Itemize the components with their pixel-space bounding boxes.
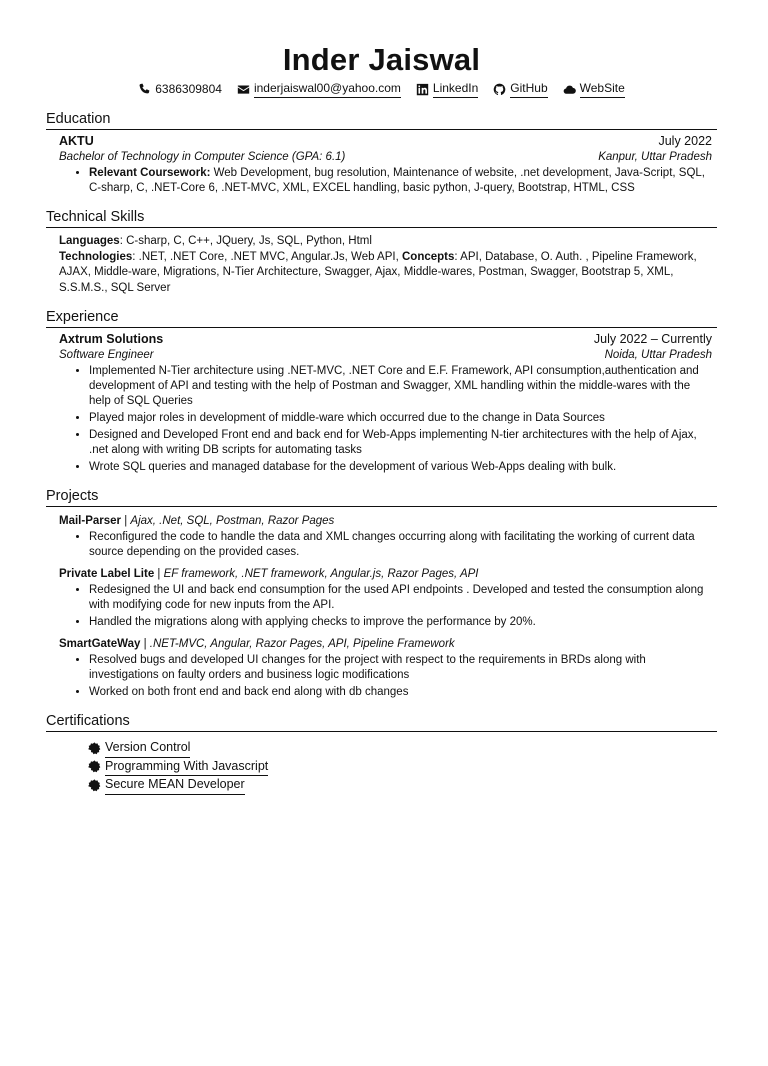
linkedin-icon: [416, 83, 429, 96]
project-bullet: • Redesigned the UI and back end consumption for the used API endpoints . Developed and tested the consumption along with modifying code for new inputs from the API.: [89, 583, 712, 613]
project-separator: |: [121, 515, 131, 527]
certificate-badge-icon: [88, 742, 101, 755]
project-entry: [59, 636, 712, 700]
project-bullet: • Worked on both front end and back end along with db changes: [89, 685, 712, 700]
experience-bullet: • Implemented N-Tier architecture using .NET-MVC, .NET Core and E.F. Framework, API consumption,authentication and development of API and testing with the help of Postman and Swagger, XML handling within the middle-wares with the help of SQL Queries: [89, 364, 712, 409]
school-name: AKTU: [59, 134, 94, 148]
project-tech: Ajax, .Net, SQL, Postman, Razor Pages: [130, 515, 335, 527]
technologies-text: : .NET, .NET Core, .NET MVC, Angular.Js, Web API,: [132, 250, 402, 263]
certification-link[interactable]: Version Control: [105, 739, 190, 758]
projects-heading: Projects: [46, 487, 717, 507]
email-link[interactable]: inderjaiswal00@yahoo.com: [254, 80, 401, 98]
project-entry: [59, 513, 712, 560]
project-name: SmartGateWay: [59, 638, 141, 650]
degree: Bachelor of Technology in Computer Science (GPA: 6.1): [59, 151, 346, 163]
project-name: Private Label Lite: [59, 568, 155, 580]
skills-heading: Technical Skills: [46, 208, 717, 228]
project-bullet: • Reconfigured the code to handle the data and XML changes occurring along with facilitating the working of current data source depending on the provided cases.: [89, 530, 712, 560]
contact-phone[interactable]: [138, 80, 222, 98]
experience-date: July 2022 – Currently: [593, 332, 712, 346]
skills-body: [46, 234, 717, 296]
languages-label: Languages: [59, 235, 120, 247]
job-title: Software Engineer: [59, 349, 154, 361]
experience-bullet: • Played major roles in development of middle-ware which occurred due to the change in Data Sources: [89, 411, 712, 426]
phone-number: 6386309804: [155, 82, 222, 96]
experience-heading: Experience: [46, 308, 717, 328]
project-bullet: • Resolved bugs and developed UI changes for the project with respect to the requirements in BRDs along with investigations on faulty orders and business logic modifications: [89, 653, 712, 683]
languages-text: : C-sharp, C, C++, JQuery, Js, SQL, Python, Html: [119, 235, 372, 247]
project-name: Mail-Parser: [59, 515, 122, 527]
languages-line: [59, 234, 712, 250]
education-heading: Education: [46, 110, 717, 130]
project-bullet: • Handled the migrations along with applying checks to improve the performance by 20%.: [89, 615, 712, 630]
education-date: July 2022: [658, 134, 712, 148]
education-location: Kanpur, Uttar Pradesh: [598, 151, 712, 163]
concepts-label: Concepts: [402, 250, 455, 263]
certification-item[interactable]: [88, 776, 717, 795]
linkedin-link[interactable]: LinkedIn: [433, 80, 478, 98]
website-link[interactable]: WebSite: [580, 80, 625, 98]
certification-link[interactable]: Programming With Javascript: [105, 758, 268, 777]
project-entry: [59, 566, 712, 630]
project-tech: EF framework, .NET framework, Angular.js, Razor Pages, API: [163, 568, 479, 580]
company-name: Axtrum Solutions: [59, 332, 164, 346]
experience-bullet: • Designed and Developed Front end and back end for Web-Apps implementing N-tier architectures with the help of Ajax, .net along with writing DB scripts for automating tasks: [89, 428, 712, 458]
project-separator: |: [140, 638, 150, 650]
contact-email[interactable]: [237, 80, 401, 98]
coursework-text: Web Development, bug resolution, Maintenance of website, .net development, Java-Script, SQL, C-sharp, C, .NET-Core 6, .NET-MVC, XML, EXCEL handling, basic python, J-query, Bootstrap, HTML, CSS: [89, 167, 705, 194]
github-link[interactable]: GitHub: [510, 80, 547, 98]
technologies-label: Technologies: [59, 250, 133, 263]
certification-item[interactable]: [88, 739, 717, 758]
contact-linkedin[interactable]: [416, 80, 478, 98]
experience-bullet: • Wrote SQL queries and managed database for the development of various Web-Apps dealing with bulk.: [89, 460, 712, 475]
certifications-list: [46, 739, 717, 795]
contact-website[interactable]: [563, 80, 625, 98]
certification-item[interactable]: [88, 758, 717, 777]
contact-bar: [46, 80, 717, 98]
coursework-item: [89, 166, 712, 196]
certificate-badge-icon: [88, 760, 101, 773]
coursework-label: Relevant Coursework:: [89, 167, 211, 179]
projects-list: [46, 513, 717, 700]
contact-github[interactable]: [493, 80, 547, 98]
resume-page: [0, 42, 768, 1066]
project-separator: |: [154, 568, 164, 580]
github-icon: [493, 83, 506, 96]
project-tech: .NET-MVC, Angular, Razor Pages, API, Pipeline Framework: [149, 638, 455, 650]
certifications-heading: Certifications: [46, 712, 717, 732]
certification-link[interactable]: Secure MEAN Developer: [105, 776, 245, 795]
experience-entry: [46, 331, 717, 475]
cloud-icon: [563, 83, 576, 96]
education-entry: [46, 133, 717, 196]
envelope-icon: [237, 83, 250, 96]
technologies-line: [59, 250, 712, 297]
concepts-text: : API, Database, O. Auth. , Pipeline Framework, AJAX, Middle-ware, Migrations, N-Tier Architecture, Swagger, Ajax, Middle-wares, Postman, Swagger, Bootstrap 5, XML, S.S.M.S., SQL Server: [59, 250, 697, 294]
resume-name: Inder Jaiswal: [282, 42, 481, 77]
phone-icon: [138, 83, 151, 96]
experience-location: Noida, Uttar Pradesh: [604, 349, 712, 361]
certificate-badge-icon: [88, 779, 101, 792]
